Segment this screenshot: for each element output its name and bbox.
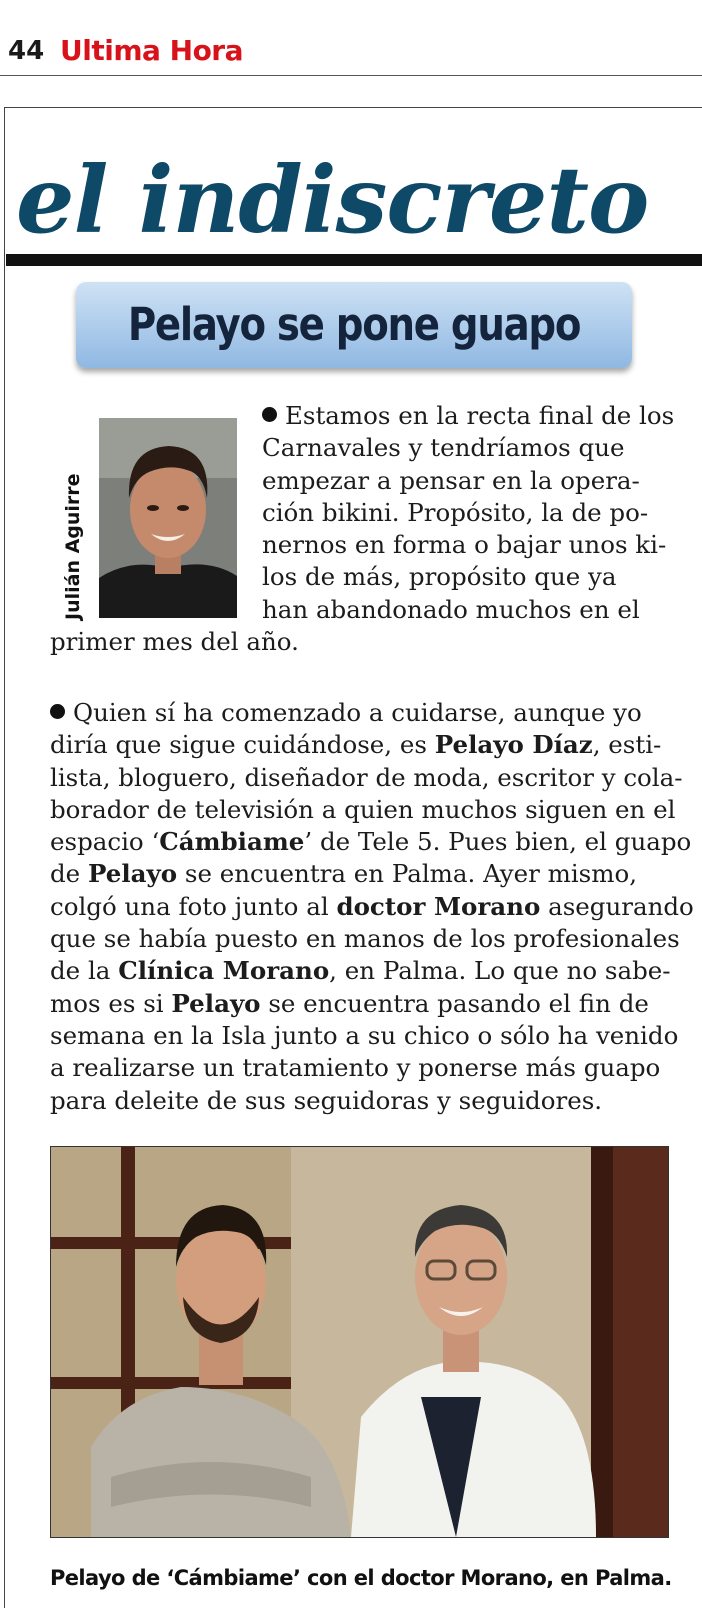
bold-name: Pelayo bbox=[171, 988, 261, 1018]
paragraph-2-line bbox=[50, 1052, 690, 1084]
paragraph-2-text: Quien sí ha comenzado a cuidarse, aunque yo bbox=[73, 698, 642, 727]
paragraph-1-line bbox=[50, 432, 690, 464]
paragraph-2-text: , en Palma. Lo que no sabe- bbox=[329, 956, 671, 986]
paragraph-2-text: se encuentra pasando el fin de bbox=[260, 988, 649, 1018]
author-byline: Julián Aguirre bbox=[62, 473, 84, 620]
paragraph-1-text: primer mes del año. bbox=[50, 627, 299, 657]
paragraph-1-text: empezar a pensar en la opera- bbox=[262, 465, 640, 495]
paragraph-1-line bbox=[50, 400, 690, 432]
bold-name: doctor Morano bbox=[336, 891, 541, 921]
paragraph-2-line bbox=[50, 762, 690, 794]
paragraph-1-text: Estamos en la recta final de los bbox=[285, 401, 675, 430]
paragraph-2-text: diría que sigue cuidándose, es bbox=[50, 730, 435, 760]
page-header bbox=[0, 0, 702, 76]
paragraph-1-text: ción bikini. Propósito, la de po- bbox=[262, 497, 649, 527]
paragraph-1-text: han abandonado muchos en el bbox=[262, 594, 640, 624]
paragraph-2-text: , esti- bbox=[592, 730, 662, 760]
paragraph-2-line bbox=[50, 955, 690, 987]
paragraph-2-text: mos es si bbox=[50, 988, 172, 1018]
photo-caption: Pelayo de ‘Cámbiame’ con el doctor Morano, en Palma. bbox=[50, 1566, 672, 1590]
bold-name: Clínica Morano bbox=[118, 956, 330, 986]
header-rule bbox=[0, 75, 702, 76]
paragraph-2-text: ’ de Tele 5. Pues bien, el guapo bbox=[304, 827, 692, 857]
paragraph-2-text: a realizarse un tratamiento y ponerse más guapo bbox=[50, 1053, 661, 1083]
paragraph-2-line bbox=[50, 697, 690, 729]
paragraph-2-line bbox=[50, 794, 690, 826]
paragraph-2-text: borador de televisión a quien muchos siguen en el bbox=[50, 794, 676, 824]
paragraph-1-line bbox=[50, 529, 690, 561]
paragraph-1-line bbox=[50, 561, 690, 593]
section-title: el indiscreto bbox=[16, 146, 649, 254]
paragraph-2-text: de bbox=[50, 859, 88, 889]
article-headline: Pelayo se pone guapo bbox=[127, 298, 581, 351]
page-number: 44 bbox=[8, 36, 45, 66]
paragraph-2-text: asegurando bbox=[540, 891, 694, 921]
paragraph-2-text: de la bbox=[50, 956, 119, 986]
article-photo bbox=[50, 1146, 669, 1538]
paragraph-1-text: Carnavales y tendríamos que bbox=[262, 433, 625, 463]
paragraph-2-text: semana en la Isla junto a su chico o sólo ha venido bbox=[50, 1020, 679, 1050]
paragraph-1-text: los de más, propósito que ya bbox=[262, 562, 617, 592]
paragraph-2-text: para deleite de sus seguidoras y seguidores. bbox=[50, 1085, 603, 1115]
paragraph-1-text: nernos en forma o bajar unos ki- bbox=[262, 530, 667, 560]
paragraph-2-line bbox=[50, 988, 690, 1020]
section-rule bbox=[6, 254, 702, 266]
paragraph-2-text: que se había puesto en manos de los profesionales bbox=[50, 924, 680, 954]
paragraph-1-line bbox=[50, 465, 690, 497]
newspaper-name: Ultima Hora bbox=[60, 34, 244, 67]
bold-name: Cámbiame bbox=[159, 827, 305, 857]
paragraph-2-line bbox=[50, 923, 690, 955]
paragraph-2-text: colgó una foto junto al bbox=[50, 891, 337, 921]
paragraph-2-line bbox=[50, 891, 694, 923]
article-paragraph-1 bbox=[50, 400, 690, 658]
paragraph-2-line bbox=[50, 729, 690, 761]
paragraph-2-line bbox=[50, 858, 690, 890]
article-paragraph-2 bbox=[50, 697, 694, 1117]
bold-name: Pelayo Díaz bbox=[434, 730, 593, 760]
paragraph-1-line bbox=[50, 626, 690, 658]
article-photo-illustration bbox=[51, 1147, 668, 1537]
paragraph-2-text: se encuentra en Palma. Ayer mismo, bbox=[177, 859, 638, 889]
bullet-icon bbox=[262, 407, 277, 422]
paragraph-2-text: lista, bloguero, diseñador de moda, escritor y cola- bbox=[50, 762, 683, 792]
bullet-icon bbox=[50, 704, 65, 719]
paragraph-2-line bbox=[50, 826, 690, 858]
paragraph-2-line bbox=[50, 1085, 690, 1117]
paragraph-2-line bbox=[50, 1020, 690, 1052]
paragraph-2-text: espacio ‘ bbox=[50, 827, 160, 857]
paragraph-1-line bbox=[50, 594, 690, 626]
paragraph-1-line bbox=[50, 497, 690, 529]
bold-name: Pelayo bbox=[87, 859, 178, 889]
